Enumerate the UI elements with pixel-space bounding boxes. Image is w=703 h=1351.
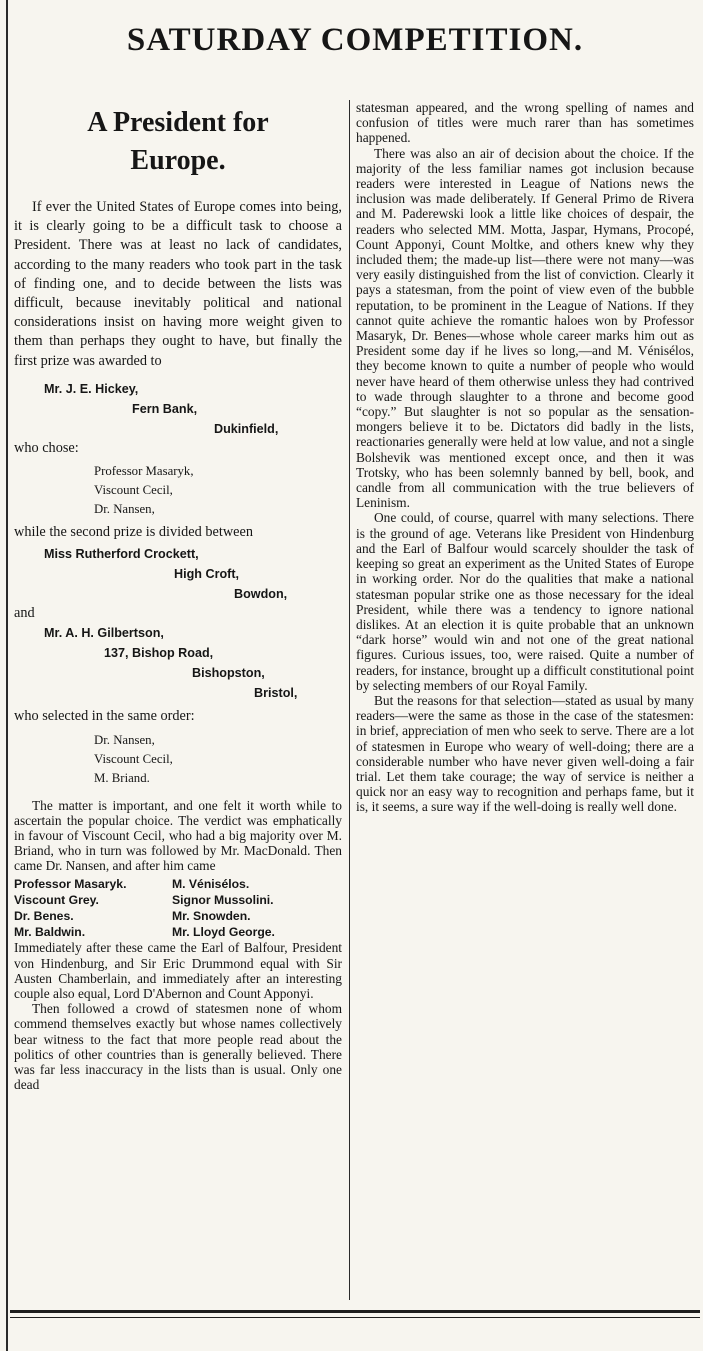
ranked-name: Dr. Benes. <box>14 909 74 924</box>
then-followed-paragraph: Then followed a crowd of statesmen none of whom commend themselves exactly but whose names collectively bear witness to the fact that more people read about the politics of other countries than is generally believed. There was far less inaccuracy in the lists than is usual. Only one dead <box>14 1001 342 1093</box>
selection-item: Viscount Cecil, <box>94 751 173 766</box>
selection-item: Dr. Nansen, <box>94 732 155 747</box>
right-column <box>356 100 694 815</box>
winner-name: Mr. J. E. Hickey, <box>44 381 139 396</box>
bottom-rules <box>10 1310 700 1318</box>
winner-address-line: Fern Bank, <box>132 401 198 416</box>
winner-address-line: High Croft, <box>174 567 240 582</box>
ranked-name: Professor Masaryk. <box>14 876 127 891</box>
left-column <box>14 100 342 1093</box>
first-prize-selection <box>14 462 342 519</box>
ranked-name: Mr. Snowden. <box>172 909 251 924</box>
second-prize-winner-b <box>14 623 342 703</box>
section-masthead: SATURDAY COMPETITION. <box>126 22 584 58</box>
winner-address-line: 137, Bishop Road, <box>104 646 214 661</box>
first-prize-winner <box>14 379 342 439</box>
winner-address-line: Dukinfield, <box>214 421 279 436</box>
article-headline <box>14 104 342 180</box>
winner-address-line: Bristol, <box>254 686 298 701</box>
and-text: and <box>14 605 35 622</box>
ranked-name: M. Vénisélos. <box>172 876 250 891</box>
ranked-names-list <box>14 876 342 941</box>
winner-address-line: Bishopston, <box>192 666 265 681</box>
winner-name: Miss Rutherford Crockett, <box>44 547 199 562</box>
headline-line-1: A President for <box>87 107 269 138</box>
continued-paragraph: statesman appeared, and the wrong spelling of names and confusion of titles were much rarer than has sometimes happened. <box>356 100 694 146</box>
selection-item: Dr. Nansen, <box>94 502 155 517</box>
intro-paragraph: If ever the United States of Europe comes into being, it is clearly going to be a difficult task to choose a President. There was at least no lack of candidates, according to the many readers who took part in the task of finding one, and to decide between the lists was difficult, because inevitably political and national considerations insist on having more weight given to them than perhaps they ought to have, but finally the first prize was awarded to <box>14 199 342 369</box>
second-prize-text: while the second prize is divided between <box>14 524 253 541</box>
ranked-name: Mr. Baldwin. <box>14 925 86 940</box>
second-prize-selection <box>14 731 342 788</box>
selection-item: Viscount Cecil, <box>94 483 173 498</box>
quarrel-paragraph: One could, of course, quarrel with many selections. There is the ground of age. Veterans like President von Hindenburg and the Earl of Balfour would scarcely shoulder the task of keeping so great an experiment as the United States of Europe in working order. Nor do the qualities that make a national statesman popular strike one as those necessary for the ideal President, while there was a tendency to ignore national dislikes. At an election it is quite probable that an unknown “dark horse” would win and not one of the great national figures. Curious issues, too, were raised. Quite a number of readers, for instance, brought up a difficult constitutional point by selecting members of our Royal Family. <box>356 510 694 693</box>
ranked-name: Signor Mussolini. <box>172 892 274 907</box>
headline-line-2: Europe. <box>130 145 226 176</box>
winner-name: Mr. A. H. Gilbertson, <box>44 626 164 641</box>
winner-address-line: Bowdon, <box>234 587 288 602</box>
ranked-name: Mr. Lloyd George. <box>172 925 275 940</box>
who-selected-text: who selected in the same order: <box>14 708 195 725</box>
immediately-paragraph: Immediately after these came the Earl of Balfour, President von Hindenburg, and Sir Eric Drummond equal with Sir Austen Chamberlain, and immediately after an interesting couple also equal, Lord D'Abernon and Count Apponyi. <box>14 940 342 1002</box>
decision-paragraph: There was also an air of decision about the choice. If the majority of the less familiar names got inclusion because readers were interested in League of Nations news the inclusion was made deliberately. If General Primo de Rivera and M. Paderewski look a little like choices of despair, the readers who selected MM. Motta, Jaspar, Hymans, Procopé, Count Apponyi, Count Moltke, and others knew why they included them; the made-up list—there were not many—was very easily distinguished from the list of conviction. Clearly it pays a statesman, from the point of view even of the bubble reputation, to be prominent in the League of Nations. If they cannot quite achieve the romantic haloes won by Professor Masaryk, Dr. Benes—whose whole career marks him out as President some day if he lives so long,—and M. Vénisélos, they become known to quite a number of people who would never have heard of them otherwise unless they had contrived to wade through slaughter to a throne and become good “copy.” But slaughter is not so popular as the sensation-mongers believe it to be. Dictators did badly in the lists, reactionaries generally were held at low value, and not a single Bolshevik was mentioned except once, and then it was Trotsky, who has been solemnly banned by bell, book, and candle from all communication with the true believers of Leninism. <box>356 145 694 511</box>
left-border-rule <box>6 0 8 1351</box>
ranked-name: Viscount Grey. <box>14 892 99 907</box>
reasons-paragraph: But the reasons for that selection—stated as usual by many readers—were the same as those in the case of the statesmen: in brief, appreciation of men who seek to serve. There are a lot of statesmen in Europe who weary of well-doing; there are a considerable number who have never given well-doing a fair trial. Let them take courage; the way of service is neither a quick nor an easy way to recognition and perhaps fame, but it is, it seems, a sure way if the well-doing is really well done. <box>356 692 694 815</box>
verdict-paragraph: The matter is important, and one felt it worth while to ascertain the popular choice. The verdict was emphatically in favour of Viscount Cecil, who had a big majority over M. Briand, who in turn was followed by Mr. MacDonald. Then came Dr. Nansen, and after him came <box>14 797 342 874</box>
selection-item: Professor Masaryk, <box>94 464 194 479</box>
selection-item: M. Briand. <box>94 770 150 785</box>
who-chose-text: who chose: <box>14 439 79 456</box>
second-prize-winner-a <box>14 544 342 604</box>
column-divider <box>349 100 350 1300</box>
